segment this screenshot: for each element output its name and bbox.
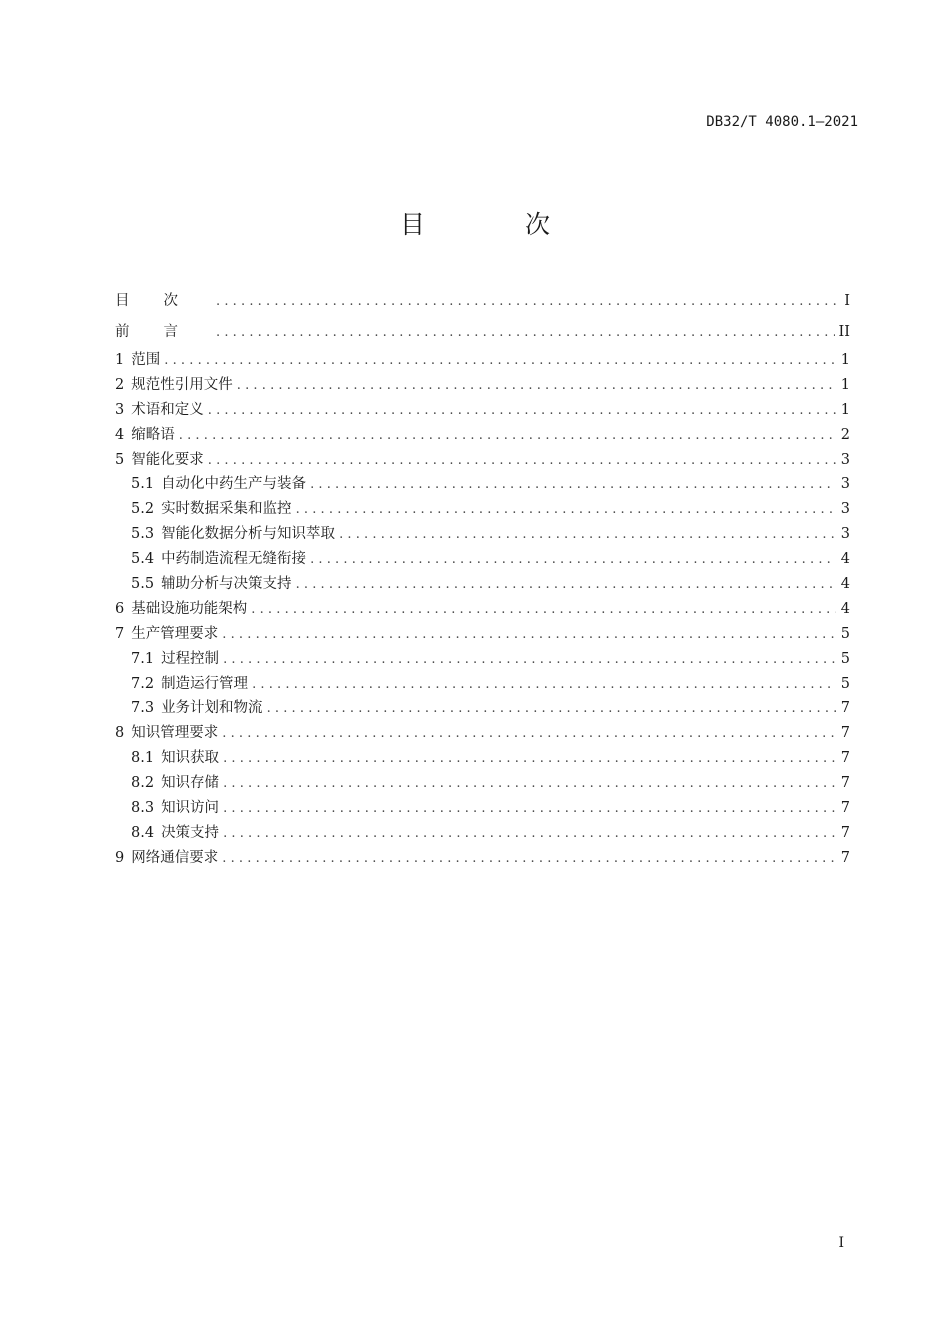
toc-leader-dots bbox=[223, 747, 836, 772]
toc-entry-page: 1 bbox=[840, 352, 850, 368]
toc-leader-dots bbox=[208, 449, 836, 474]
toc-entry[interactable] bbox=[115, 597, 850, 622]
toc-entry-page: 7 bbox=[840, 775, 850, 792]
toc-entry-page: 7 bbox=[840, 824, 850, 841]
toc-entry-label: 制造运行管理 bbox=[161, 675, 249, 692]
toc-entry-page: II bbox=[838, 324, 850, 340]
toc-entry-page: 7 bbox=[840, 725, 850, 742]
toc-entry-number: 8.1 bbox=[131, 750, 155, 767]
toc-entry-page: 5 bbox=[840, 675, 850, 692]
table-of-contents bbox=[115, 286, 850, 871]
toc-leader-dots bbox=[216, 317, 835, 348]
toc-leader-dots bbox=[179, 424, 836, 449]
toc-subentry[interactable] bbox=[115, 771, 850, 796]
document-code: DB32/T 4080.1—2021 bbox=[706, 114, 858, 130]
toc-subentry[interactable] bbox=[115, 497, 850, 522]
toc-entry-page: 7 bbox=[840, 800, 850, 817]
toc-entry-label: 辅助分析与决策支持 bbox=[161, 576, 292, 593]
toc-entry-page: 5 bbox=[840, 650, 850, 667]
toc-entry-label: 术语和定义 bbox=[131, 401, 204, 418]
toc-entry-label: 网络通信要求 bbox=[131, 849, 219, 866]
toc-entry-number: 7 bbox=[115, 625, 125, 642]
toc-entry-number: 1 bbox=[115, 352, 125, 368]
toc-subentry[interactable] bbox=[115, 696, 850, 721]
toc-entry[interactable] bbox=[115, 373, 850, 398]
toc-entry-label: 中药制造流程无缝衔接 bbox=[161, 551, 307, 568]
toc-entry-page: 1 bbox=[840, 376, 850, 393]
toc-entry[interactable] bbox=[115, 846, 850, 871]
toc-entry[interactable] bbox=[115, 348, 850, 373]
toc-entry-number: 4 bbox=[115, 426, 125, 443]
toc-entry-contents[interactable] bbox=[115, 286, 850, 317]
toc-entry-number: 2 bbox=[115, 376, 125, 393]
toc-entry-label: 范围 bbox=[131, 352, 161, 368]
toc-entry-page: 4 bbox=[840, 600, 850, 617]
toc-entry-label: 目次 bbox=[115, 293, 212, 309]
toc-entry-label: 知识访问 bbox=[161, 800, 220, 817]
toc-leader-dots bbox=[251, 598, 836, 623]
toc-entry-label: 决策支持 bbox=[161, 824, 220, 841]
toc-leader-dots bbox=[222, 623, 836, 648]
toc-entry[interactable] bbox=[115, 448, 850, 473]
toc-entry-number: 7.1 bbox=[131, 650, 155, 667]
toc-entry-number: 7.2 bbox=[131, 675, 155, 692]
toc-leader-dots bbox=[310, 473, 836, 498]
toc-entry-number: 8.3 bbox=[131, 800, 155, 817]
toc-leader-dots bbox=[267, 697, 836, 722]
toc-subentry[interactable] bbox=[115, 796, 850, 821]
toc-entry-label: 缩略语 bbox=[131, 426, 175, 443]
toc-leader-dots bbox=[223, 822, 836, 847]
toc-entry-label: 知识管理要求 bbox=[131, 725, 219, 742]
toc-entry-page: 3 bbox=[840, 451, 850, 468]
toc-leader-dots bbox=[208, 399, 836, 424]
toc-entry-label: 智能化要求 bbox=[131, 451, 204, 468]
toc-entry-page: 3 bbox=[840, 526, 850, 543]
toc-entry[interactable] bbox=[115, 622, 850, 647]
toc-entry-number: 5.1 bbox=[131, 476, 155, 493]
toc-entry-label: 知识获取 bbox=[161, 750, 220, 767]
toc-leader-dots bbox=[164, 349, 836, 374]
toc-entry-number: 5.2 bbox=[131, 501, 155, 518]
page-title: 目 次 bbox=[400, 210, 596, 239]
toc-entry-label: 智能化数据分析与知识萃取 bbox=[161, 526, 336, 543]
toc-leader-dots bbox=[223, 797, 836, 822]
toc-entry-page: 7 bbox=[840, 849, 850, 866]
toc-entry-page: 7 bbox=[840, 700, 850, 717]
toc-subentry[interactable] bbox=[115, 472, 850, 497]
toc-entry-number: 9 bbox=[115, 849, 125, 866]
toc-leader-dots bbox=[310, 548, 836, 573]
toc-entry-label: 业务计划和物流 bbox=[161, 700, 263, 717]
toc-subentry[interactable] bbox=[115, 522, 850, 547]
toc-subentry[interactable] bbox=[115, 821, 850, 846]
toc-entry-label: 生产管理要求 bbox=[131, 625, 219, 642]
toc-leader-dots bbox=[223, 648, 836, 673]
toc-entry-page: 1 bbox=[840, 401, 850, 418]
toc-entry-label: 知识存储 bbox=[161, 775, 220, 792]
toc-subentry[interactable] bbox=[115, 746, 850, 771]
toc-subentry[interactable] bbox=[115, 547, 850, 572]
toc-entry-number: 5.4 bbox=[131, 551, 155, 568]
toc-leader-dots bbox=[296, 573, 836, 598]
toc-entry-page: 4 bbox=[840, 576, 850, 593]
toc-subentry[interactable] bbox=[115, 647, 850, 672]
toc-leader-dots bbox=[339, 523, 836, 548]
toc-entry-page: 5 bbox=[840, 625, 850, 642]
toc-entry-label: 实时数据采集和监控 bbox=[161, 501, 292, 518]
toc-entry-page: 2 bbox=[840, 426, 850, 443]
toc-entry-label: 前言 bbox=[115, 324, 212, 340]
toc-entry-number: 5.5 bbox=[131, 576, 155, 593]
toc-entry-label: 过程控制 bbox=[161, 650, 220, 667]
toc-leader-dots bbox=[237, 374, 836, 399]
toc-entry-number: 3 bbox=[115, 401, 125, 418]
toc-subentry[interactable] bbox=[115, 672, 850, 697]
toc-entry-number: 6 bbox=[115, 600, 125, 617]
toc-entry-number: 8 bbox=[115, 725, 125, 742]
toc-entry-label: 基础设施功能架构 bbox=[131, 600, 248, 617]
toc-entry-label: 规范性引用文件 bbox=[131, 376, 233, 393]
toc-entry[interactable] bbox=[115, 721, 850, 746]
toc-entry-page: I bbox=[844, 293, 850, 309]
toc-entry-foreword[interactable] bbox=[115, 317, 850, 348]
toc-leader-dots bbox=[222, 847, 836, 872]
toc-entry-page: 3 bbox=[840, 476, 850, 493]
toc-subentry[interactable] bbox=[115, 572, 850, 597]
toc-entry-page: 7 bbox=[840, 750, 850, 767]
toc-leader-dots bbox=[222, 722, 836, 747]
toc-leader-dots bbox=[252, 673, 836, 698]
toc-entry-number: 5 bbox=[115, 451, 125, 468]
toc-leader-dots bbox=[216, 286, 836, 317]
toc-entry[interactable] bbox=[115, 398, 850, 423]
toc-entry[interactable] bbox=[115, 423, 850, 448]
toc-leader-dots bbox=[296, 498, 836, 523]
toc-entry-number: 8.2 bbox=[131, 775, 155, 792]
page-number: I bbox=[838, 1235, 844, 1251]
toc-entry-number: 7.3 bbox=[131, 700, 155, 717]
toc-entry-page: 3 bbox=[840, 501, 850, 518]
toc-leader-dots bbox=[223, 772, 836, 797]
toc-entry-number: 8.4 bbox=[131, 824, 155, 841]
toc-entry-page: 4 bbox=[840, 551, 850, 568]
toc-entry-label: 自动化中药生产与装备 bbox=[161, 476, 307, 493]
toc-entry-number: 5.3 bbox=[131, 526, 155, 543]
